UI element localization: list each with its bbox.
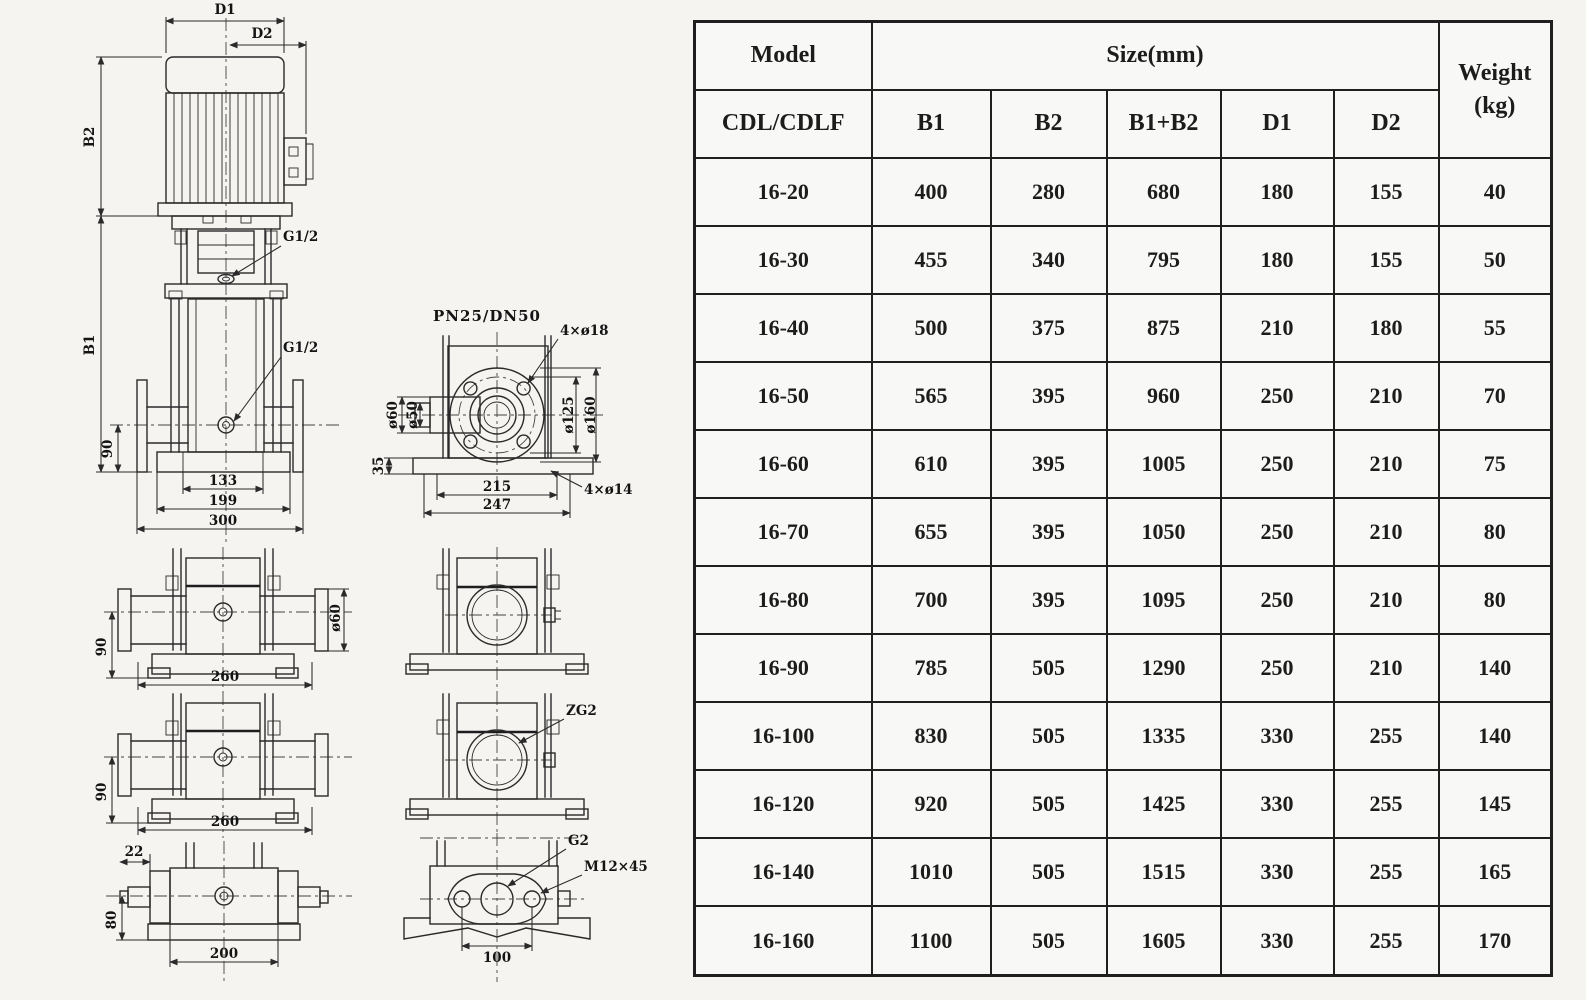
dim-label-260-sv2: 260: [210, 814, 240, 830]
d1-cell: 250: [1221, 566, 1334, 634]
d2-cell: 255: [1334, 770, 1439, 838]
b1-cell: 610: [872, 430, 991, 498]
dim-label-133: 133: [208, 473, 238, 489]
flange-top-view-drawing: [371, 307, 633, 518]
d1-cell: 330: [1221, 702, 1334, 770]
dim-label-90-main: 90: [100, 439, 116, 459]
b1b2-cell: 1050: [1107, 498, 1221, 566]
d1-cell: 250: [1221, 498, 1334, 566]
b1-cell: 455: [872, 226, 991, 294]
weight-cell: 140: [1439, 634, 1552, 702]
d2-cell: 155: [1334, 158, 1439, 226]
table-row: [695, 498, 1552, 566]
table-row: [695, 430, 1552, 498]
b1-cell: 500: [872, 294, 991, 362]
model-cell: 16-100: [695, 702, 872, 770]
b1b2-cell: 680: [1107, 158, 1221, 226]
thread-label-g2: G2: [568, 833, 589, 849]
dim-label-dia125: ø125: [561, 396, 577, 434]
table-row: [695, 294, 1552, 362]
dim-label-215: 215: [482, 479, 512, 495]
header-weight-line2: (kg): [1474, 92, 1516, 119]
d1-cell: 250: [1221, 634, 1334, 702]
dim-label-b1: B1: [82, 334, 98, 356]
b2-cell: 340: [991, 226, 1107, 294]
table-row: [695, 838, 1552, 906]
dim-label-100: 100: [482, 950, 512, 966]
header-weight-line1: Weight: [1458, 60, 1532, 87]
d2-cell: 255: [1334, 906, 1439, 975]
b2-cell: 280: [991, 158, 1107, 226]
table-row: [695, 158, 1552, 226]
dim-label-35: 35: [371, 456, 387, 476]
dim-label-dia50-flange: ø50: [405, 401, 421, 429]
dim-label-300: 300: [208, 513, 238, 529]
b1-cell: 655: [872, 498, 991, 566]
subheader-b1b2: B1+B2: [1107, 90, 1221, 158]
b2-cell: 505: [991, 770, 1107, 838]
model-cell: 16-40: [695, 294, 872, 362]
b1-cell: 1100: [872, 906, 991, 975]
table-row: [695, 226, 1552, 294]
d2-cell: 255: [1334, 702, 1439, 770]
b1-cell: 830: [872, 702, 991, 770]
dim-label-dia60-flange: ø60: [385, 401, 401, 429]
b1-cell: 785: [872, 634, 991, 702]
d2-cell: 255: [1334, 838, 1439, 906]
d1-cell: 250: [1221, 362, 1334, 430]
bolt-holes-label: 4×ø18: [560, 323, 609, 339]
base-holes-label: 4×ø14: [584, 482, 633, 498]
b2-cell: 505: [991, 634, 1107, 702]
subheader-b2: B2: [991, 90, 1107, 158]
subheader-model-series: CDL/CDLF: [695, 90, 872, 158]
b1b2-cell: 1605: [1107, 906, 1221, 975]
b1b2-cell: 1290: [1107, 634, 1221, 702]
model-cell: 16-90: [695, 634, 872, 702]
b2-cell: 395: [991, 566, 1107, 634]
dim-label-22: 22: [124, 844, 144, 860]
subheader-d2: D2: [1334, 90, 1439, 158]
dim-label-d2: D2: [251, 26, 273, 42]
table-row: [695, 702, 1552, 770]
b1-cell: 400: [872, 158, 991, 226]
weight-cell: 70: [1439, 362, 1552, 430]
model-cell: 16-60: [695, 430, 872, 498]
b1b2-cell: 1095: [1107, 566, 1221, 634]
b1b2-cell: 1515: [1107, 838, 1221, 906]
weight-cell: 165: [1439, 838, 1552, 906]
b1b2-cell: 875: [1107, 294, 1221, 362]
d1-cell: 330: [1221, 838, 1334, 906]
dim-label-247: 247: [482, 497, 512, 513]
header-model: Model: [695, 22, 872, 90]
b2-cell: 395: [991, 498, 1107, 566]
b1-cell: 1010: [872, 838, 991, 906]
side-view-mid-drawing: [94, 692, 352, 838]
d1-cell: 180: [1221, 226, 1334, 294]
model-cell: 16-20: [695, 158, 872, 226]
d2-cell: 210: [1334, 362, 1439, 430]
dim-label-d1: D1: [214, 2, 236, 18]
model-cell: 16-30: [695, 226, 872, 294]
table-row: [695, 634, 1552, 702]
drain-port-label: G1/2: [283, 340, 319, 356]
weight-cell: 75: [1439, 430, 1552, 498]
d2-cell: 210: [1334, 566, 1439, 634]
port-view-top-drawing: [406, 547, 588, 692]
d1-cell: 330: [1221, 906, 1334, 975]
weight-cell: 40: [1439, 158, 1552, 226]
vent-port-label: G1/2: [283, 229, 319, 245]
dim-label-90-sv2: 90: [94, 782, 110, 802]
weight-cell: 140: [1439, 702, 1552, 770]
b2-cell: 505: [991, 906, 1107, 975]
weight-cell: 50: [1439, 226, 1552, 294]
port-view-mid-drawing: [406, 692, 597, 837]
d2-cell: 210: [1334, 498, 1439, 566]
model-cell: 16-140: [695, 838, 872, 906]
d1-cell: 210: [1221, 294, 1334, 362]
b2-cell: 395: [991, 430, 1107, 498]
weight-cell: 80: [1439, 498, 1552, 566]
d2-cell: 210: [1334, 430, 1439, 498]
b2-cell: 505: [991, 838, 1107, 906]
subheader-b1: B1: [872, 90, 991, 158]
model-cell: 16-120: [695, 770, 872, 838]
table-row: [695, 770, 1552, 838]
b1-cell: 565: [872, 362, 991, 430]
dim-label-200: 200: [209, 946, 239, 962]
b1b2-cell: 1425: [1107, 770, 1221, 838]
dim-label-dia60-sv1: ø60: [328, 604, 344, 632]
flange-title: PN25/DN50: [433, 307, 541, 325]
d2-cell: 155: [1334, 226, 1439, 294]
b2-cell: 505: [991, 702, 1107, 770]
thread-label-zg2: ZG2: [566, 703, 597, 719]
b1b2-cell: 795: [1107, 226, 1221, 294]
bolt-label-m12: M12×45: [584, 859, 648, 875]
header-size: Size(mm): [872, 22, 1439, 90]
dim-label-dia160: ø160: [583, 396, 599, 434]
d2-cell: 210: [1334, 634, 1439, 702]
side-view-bottom-drawing: [104, 841, 352, 983]
b1b2-cell: 1335: [1107, 702, 1221, 770]
weight-cell: 170: [1439, 906, 1552, 975]
side-view-top-drawing: [94, 547, 352, 693]
weight-cell: 80: [1439, 566, 1552, 634]
dim-label-b2: B2: [82, 126, 98, 148]
model-cell: 16-160: [695, 906, 872, 975]
dim-label-80: 80: [104, 910, 120, 930]
subheader-d1: D1: [1221, 90, 1334, 158]
table-row: [695, 362, 1552, 430]
pump-dimension-drawings: [0, 0, 680, 1000]
dim-label-199: 199: [208, 493, 238, 509]
weight-cell: 55: [1439, 294, 1552, 362]
b1-cell: 700: [872, 566, 991, 634]
model-cell: 16-50: [695, 362, 872, 430]
header-weight: [1439, 22, 1552, 158]
port-view-bottom-drawing: [404, 833, 648, 982]
dimension-table: [693, 20, 1553, 977]
d2-cell: 180: [1334, 294, 1439, 362]
model-cell: 16-80: [695, 566, 872, 634]
b1b2-cell: 1005: [1107, 430, 1221, 498]
model-cell: 16-70: [695, 498, 872, 566]
d1-cell: 250: [1221, 430, 1334, 498]
b2-cell: 375: [991, 294, 1107, 362]
weight-cell: 145: [1439, 770, 1552, 838]
table-row: [695, 906, 1552, 975]
b1-cell: 920: [872, 770, 991, 838]
b2-cell: 395: [991, 362, 1107, 430]
dim-label-260-sv1: 260: [210, 669, 240, 685]
main-pump-front-view-drawing: [82, 2, 340, 542]
d1-cell: 330: [1221, 770, 1334, 838]
table-row: [695, 566, 1552, 634]
d1-cell: 180: [1221, 158, 1334, 226]
b1b2-cell: 960: [1107, 362, 1221, 430]
dim-label-90-sv1: 90: [94, 637, 110, 657]
